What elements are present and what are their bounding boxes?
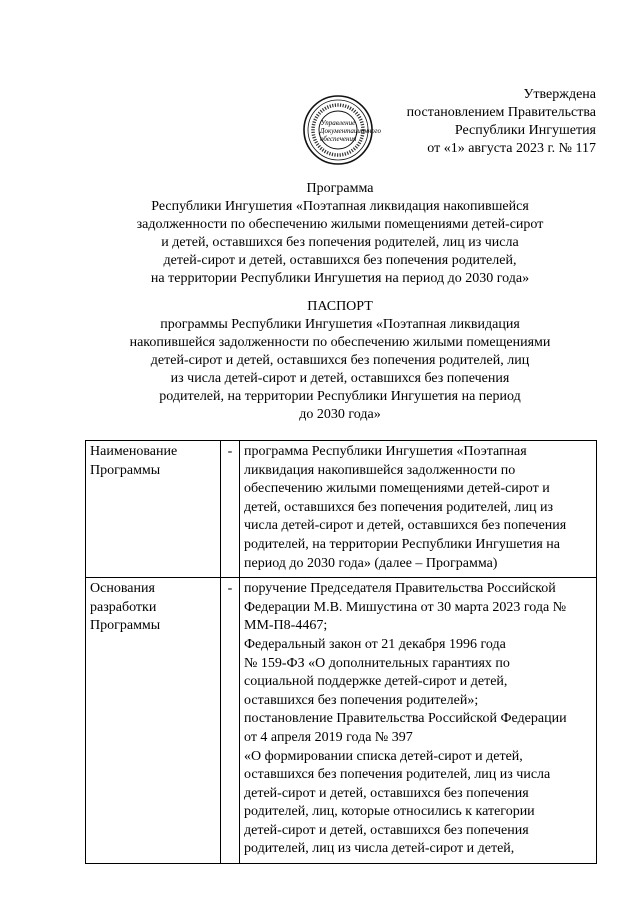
program-title-line: Республики Ингушетия «Поэтапная ликвидация накопившейся <box>151 199 529 214</box>
program-title-line: Программа <box>306 181 374 196</box>
row-content-line: ММ-П8-4467; <box>244 618 328 634</box>
stamp-line: Управление <box>320 119 356 127</box>
row-content-line: поручение Председателя Правительства Российской <box>244 581 556 597</box>
row-content-line: социальной поддержке детей-сирот и детей, <box>244 674 508 690</box>
program-title-line: детей-сирот и детей, оставшихся без попечения родителей, <box>163 253 517 268</box>
passport-line: программы Республики Ингушетия «Поэтапная ликвидация <box>160 317 520 332</box>
row-label <box>86 441 221 578</box>
row-content-line: «О формировании списка детей-сирот и детей, <box>244 748 523 764</box>
program-title <box>80 180 600 288</box>
row-content-line: № 159-ФЗ «О дополнительных гарантиях по <box>244 655 510 671</box>
stamp-line: обеспечения <box>320 135 357 143</box>
table-row <box>86 441 597 578</box>
table-row <box>86 578 597 864</box>
row-label-line: Наименование <box>90 444 178 459</box>
row-content-line: детей-сирот и детей, оставшихся без попечения <box>244 822 529 838</box>
row-label <box>86 578 221 864</box>
passport-line: из числа детей-сирот и детей, оставшихся без попечения <box>170 371 510 386</box>
approval-date-line: от «1» августа 2023 г. № 117 <box>427 141 596 156</box>
row-content-line: родителей, на территории Республики Ингушетия на <box>244 536 561 552</box>
passport-line: родителей, на территории Республики Ингушетия на период <box>159 389 521 404</box>
row-content-line: родителей, лиц, которые относились к категории <box>244 804 535 820</box>
row-dash: - <box>221 578 240 864</box>
passport-table <box>85 440 597 864</box>
passport-heading: ПАСПОРТ <box>307 299 373 314</box>
row-content-line: обеспечению жилыми помещениями детей-сирот и <box>244 481 550 497</box>
approval-line: Республики Ингушетия <box>454 123 596 138</box>
row-content-line: оставшихся без попечения родителей»; <box>244 692 479 708</box>
passport-title <box>80 298 600 424</box>
passport-line: до 2030 года» <box>299 407 381 422</box>
row-content-line: родителей, лиц из числа детей-сирот и детей, <box>244 841 515 857</box>
row-label-line: Программы <box>90 618 161 634</box>
row-label-line: Программы <box>90 462 161 478</box>
row-content-line: числа детей-сирот и детей, оставшихся без попечения <box>244 518 567 534</box>
row-label-line: Основания <box>90 581 155 597</box>
passport-line: детей-сирот и детей, оставшихся без попечения родителей, лиц <box>150 353 530 368</box>
row-content-line: оставшихся без попечения родителей, лиц из числа <box>244 767 551 783</box>
row-content-line: детей-сирот и детей, оставшихся без попечения <box>244 785 529 801</box>
row-content-line: программа Республики Ингушетия «Поэтапная <box>244 444 527 459</box>
stamp-text <box>320 119 382 143</box>
row-content-line: Федеральный закон от 21 декабря 1996 года <box>244 636 506 652</box>
row-dash: - <box>221 441 240 578</box>
passport-line: накопившейся задолженности по обеспечению жилыми помещениями <box>129 335 551 350</box>
row-content <box>240 578 597 864</box>
row-content-line: постановление Правительства Российской Федерации <box>244 711 567 727</box>
approval-line: постановлением Правительства <box>406 105 596 120</box>
approval-line: Утверждена <box>523 87 596 102</box>
row-label-line: разработки <box>90 599 157 615</box>
row-content-line: от 4 апреля 2019 года № 397 <box>244 729 413 745</box>
row-content-line: период до 2030 года» (далее – Программа) <box>244 555 498 571</box>
row-content-line: Федерации М.В. Мишустина от 30 марта 2023 года № <box>244 599 567 615</box>
approval-block <box>407 86 596 158</box>
row-content-line: ликвидация накопившейся задолженности по <box>244 462 516 478</box>
row-content-line: детей, оставшихся без попечения родителей, лиц из <box>244 499 553 515</box>
row-content <box>240 441 597 578</box>
stamp-line: Документационного <box>320 127 382 135</box>
program-title-line: на территории Республики Ингушетия на период до 2030 года» <box>150 271 530 286</box>
program-title-line: задолженности по обеспечению жилыми помещениями детей-сирот <box>136 217 544 232</box>
program-title-line: и детей, оставшихся без попечения родителей, лиц из числа <box>161 235 519 250</box>
